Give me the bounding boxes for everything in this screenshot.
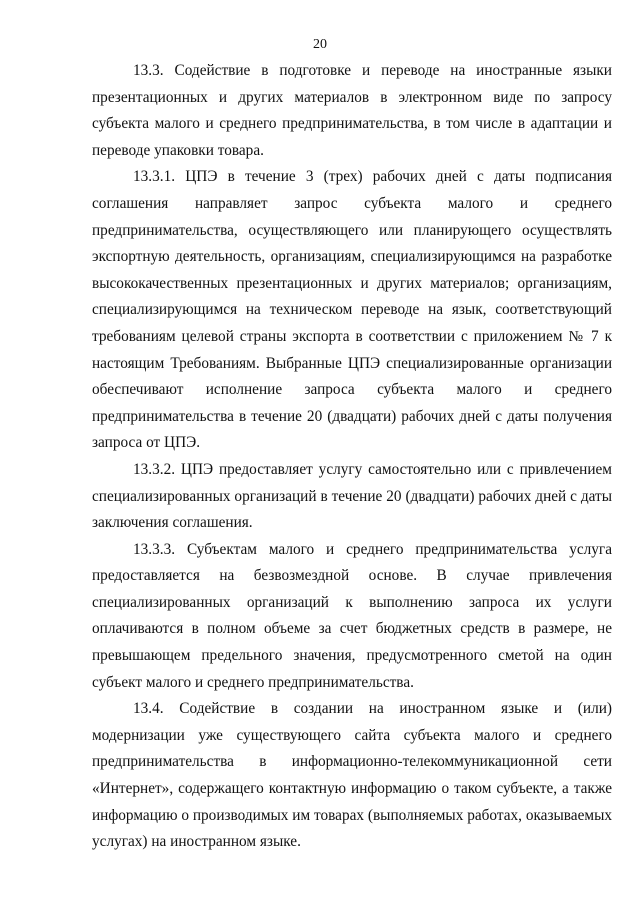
paragraph-13-3-1: 13.3.1. ЦПЭ в течение 3 (трех) рабочих дней с даты подписания соглашения направляет запрос субъекта малого и среднего предпринимательства, осуществляющего или планирующего осуществлять экспортную деятельность, организациям, специализирующимся на разработке высококачественных презентационных и других материалов; организациям, специализирующимся на техническом переводе на язык, соответствующий требованиям целевой страны экспорта в соответствии с приложением № 7 к настоящим Требованиям. Выбранные ЦПЭ специализированные организации обеспечивают исполнение запроса субъекта малого и среднего предпринимательства в течение 20 (двадцати) рабочих дней с даты получения запроса от ЦПЭ. [92, 168, 612, 452]
paragraph-13-3-2: 13.3.2. ЦПЭ предоставляет услугу самостоятельно или с привлечением специализированных организаций в течение 20 (двадцати) рабочих дней с даты заключения соглашения. [92, 460, 612, 532]
document-body [92, 58, 612, 856]
paragraph-13-3: 13.3. Содействие в подготовке и переводе на иностранные языки презентационных и других материалов в электронном виде по запросу субъекта малого и среднего предпринимательства, в том числе в адаптации и переводе упаковки товара. [92, 62, 612, 159]
paragraph-13-4: 13.4. Содействие в создании на иностранном языке и (или) модернизации уже существующего сайта субъекта малого и среднего предпринимательства в информационно-телекоммуникационной сети «Интернет», содержащего контактную информацию о таком субъекте, а также информацию о производимых им товарах (выполняемых работах, оказываемых услугах) на иностранном языке. [92, 700, 612, 851]
page-number: 20 [313, 37, 327, 52]
paragraph-13-3-3: 13.3.3. Субъектам малого и среднего предпринимательства услуга предоставляется на безвозмездной основе. В случае привлечения специализированных организаций к выполнению запроса их услуги оплачиваются в полном объеме за счет бюджетных средств в размере, не превышающем предельного значения, предусмотренного сметой на один субъект малого и среднего предпринимательства. [92, 540, 612, 691]
